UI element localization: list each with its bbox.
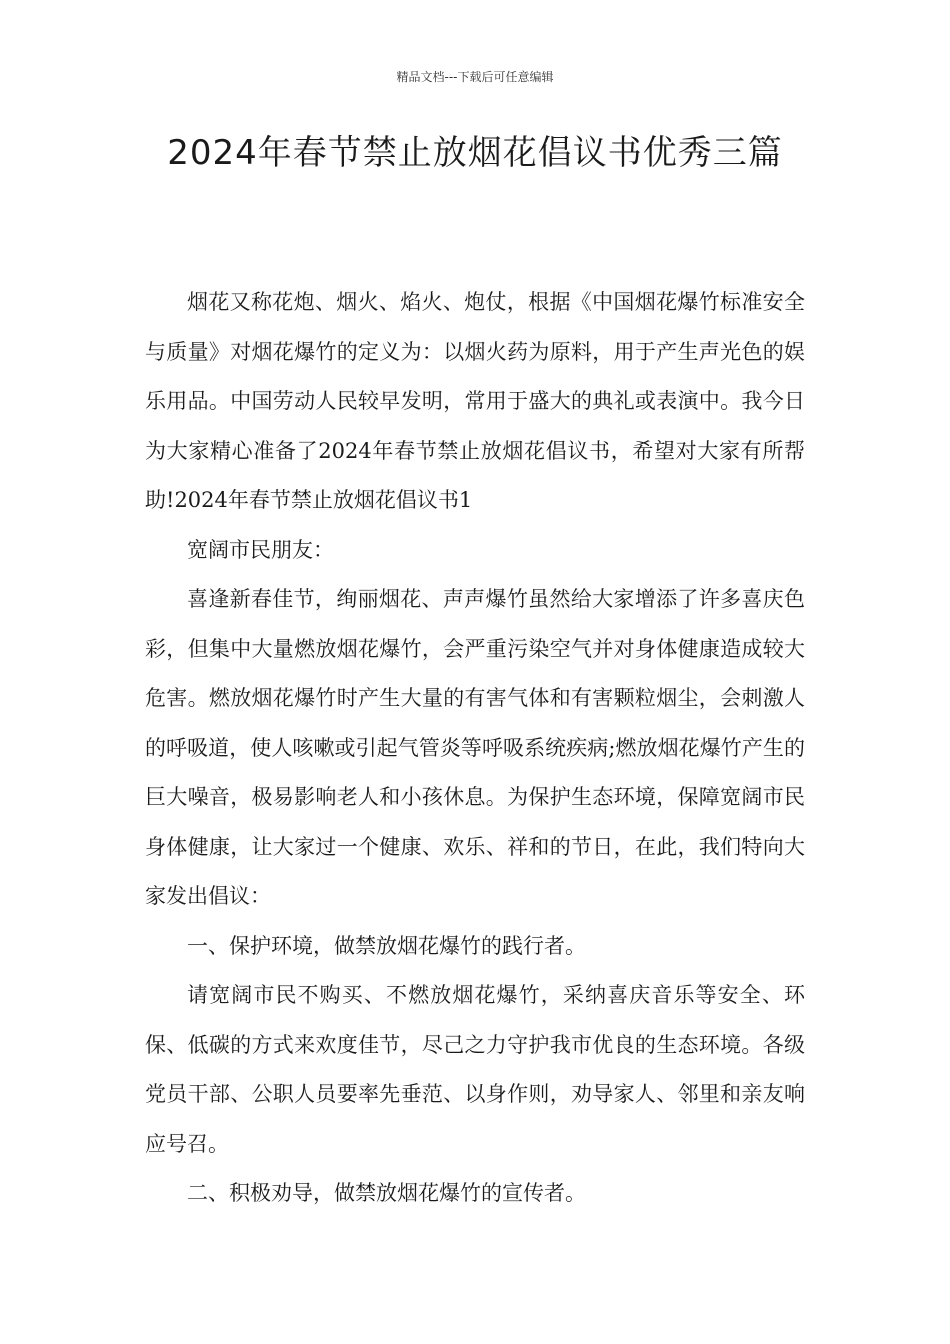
paragraph-section-2-heading: 二、积极劝导，做禁放烟花爆竹的宣传者。 — [187, 1181, 586, 1205]
paragraph-section-1-body: 请宽阔市民不购买、不燃放烟花爆竹，采纳喜庆音乐等安全、环保、低碳的方式来欢度佳节，尽己之力守护我市优良的生态环境。各级党员干部、公职人员要率先垂范、以身作则，劝导家人、邻里和亲友响应号召。 — [145, 983, 805, 1156]
paragraph-appeal: 喜逢新春佳节，绚丽烟花、声声爆竹虽然给大家增添了许多喜庆色彩，但集中大量燃放烟花爆竹，会严重污染空气并对身体健康造成较大危害。燃放烟花爆竹时产生大量的有害气体和有害颗粒烟尘，会刺激人的呼吸道，使人咳嗽或引起气管炎等呼吸系统疾病;燃放烟花爆竹产生的巨大噪音，极易影响老人和小孩休息。为保护生态环境，保障宽阔市民身体健康，让大家过一个健康、欢乐、祥和的节日，在此，我们特向大家发出倡议： — [145, 587, 805, 908]
paragraph-intro: 烟花又称花炮、烟火、焰火、炮仗，根据《中国烟花爆竹标准安全与质量》对烟花爆竹的定义为：以烟火药为原料，用于产生声光色的娱乐用品。中国劳动人民较早发明，常用于盛大的典礼或表演中。我今日为大家精心准备了2024年春节禁止放烟花倡议书，希望对大家有所帮助!2024年春节禁止放烟花倡议书1 — [145, 290, 805, 512]
header-note: 精品文档---下载后可任意编辑 — [396, 70, 554, 84]
paragraph-section-1-heading: 一、保护环境，做禁放烟花爆竹的践行者。 — [187, 933, 586, 958]
document-body — [145, 278, 805, 1219]
paragraph-salutation: 宽阔市民朋友： — [187, 537, 334, 562]
document-title: 2024年春节禁止放烟花倡议书优秀三篇 — [167, 133, 783, 173]
